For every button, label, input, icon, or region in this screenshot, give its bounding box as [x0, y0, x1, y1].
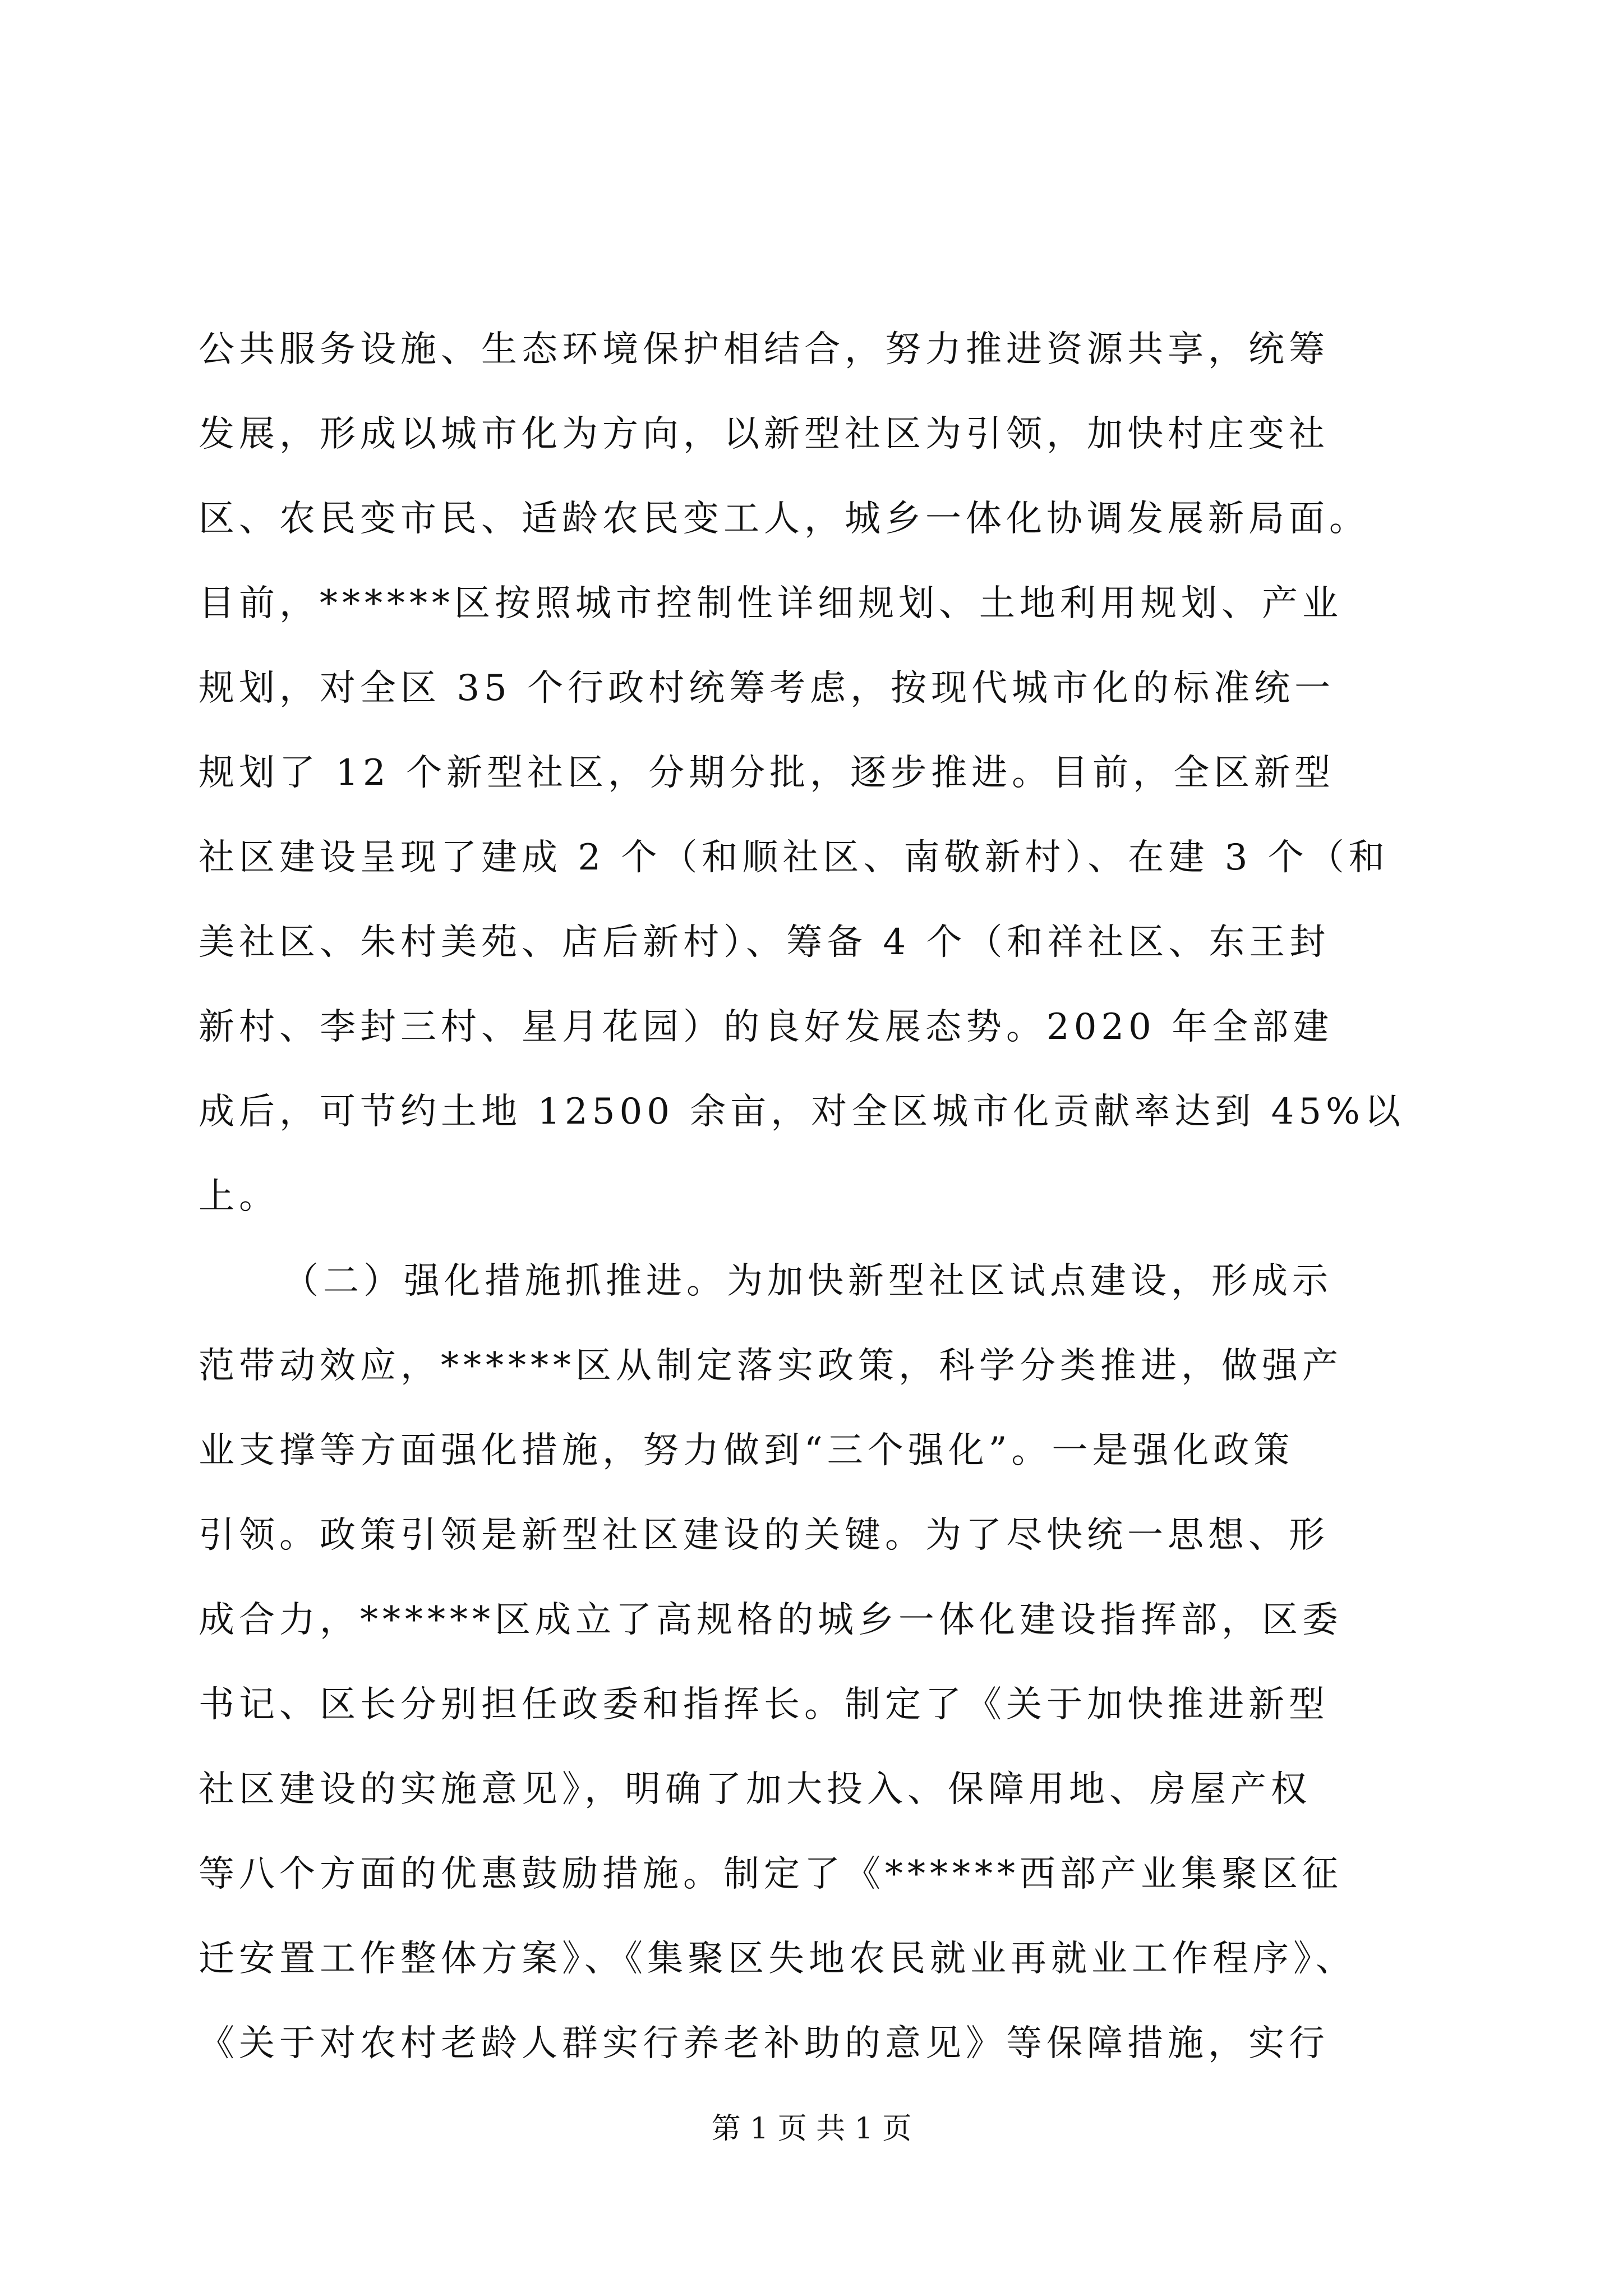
text-line: 美社区、朱村美苑、店后新村）、筹备 4 个（和祥社区、东王封 [199, 922, 1330, 963]
text-line: 范带动效应，******区从制定落实政策，科学分类推进，做强产 [199, 1345, 1343, 1387]
text-line: 书记、区长分别担任政委和指挥长。制定了《关于加快推进新型 [199, 1684, 1329, 1726]
text-line: 规划了 12 个新型社区，分期分批，逐步推进。目前，全区新型 [199, 752, 1335, 794]
text-line: 新村、李封三村、星月花园）的良好发展态势。2020 年全部建 [199, 1006, 1334, 1048]
text-line: 迁安置工作整体方案》、《集聚区失地农民就业再就业工作程序》、 [199, 1938, 1356, 1980]
text-line: 社区建设的实施意见》，明确了加大投入、保障用地、房屋产权 [199, 1769, 1311, 1810]
text-line: 社区建设呈现了建成 2 个（和顺社区、南敬新村）、在建 3 个（和 [199, 837, 1389, 878]
text-line: 等八个方面的优惠鼓励措施。制定了《******西部产业集聚区征 [199, 1853, 1343, 1895]
text-line: 成合力，******区成立了高规格的城乡一体化建设指挥部，区委 [199, 1599, 1343, 1641]
text-line: 成后，可节约土地 12500 余亩，对全区城市化贡献率达到 45%以 [199, 1091, 1405, 1133]
text-line: 区、农民变市民、适龄农民变工人，城乡一体化协调发展新局面。 [199, 498, 1370, 540]
text-line: 发展，形成以城市化为方向，以新型社区为引领，加快村庄变社 [199, 413, 1329, 455]
page-number-footer: 第 1 页 共 1 页 [711, 2112, 912, 2146]
text-line: 业支撑等方面强化措施，努力做到“三个强化”。一是强化政策 [199, 1430, 1294, 1471]
text-line: 目前，******区按照城市控制性详细规划、土地利用规划、产业 [199, 583, 1343, 624]
document-body [199, 307, 1488, 2086]
text-line: 引领。政策引领是新型社区建设的关键。为了尽快统一思想、形 [199, 1515, 1329, 1556]
text-line: 上。 [199, 1176, 279, 1217]
text-line: 公共服务设施、生态环境保护相结合，努力推进资源共享，统筹 [199, 329, 1329, 370]
text-line: 规划，对全区 35 个行政村统筹考虑，按现代城市化的标准统一 [199, 668, 1335, 709]
section-heading-line: （二）强化措施抓推进。为加快新型社区试点建设，形成示 [283, 1260, 1332, 1302]
text-line: 《关于对农村老龄人群实行养老补助的意见》等保障措施，实行 [199, 2023, 1329, 2064]
